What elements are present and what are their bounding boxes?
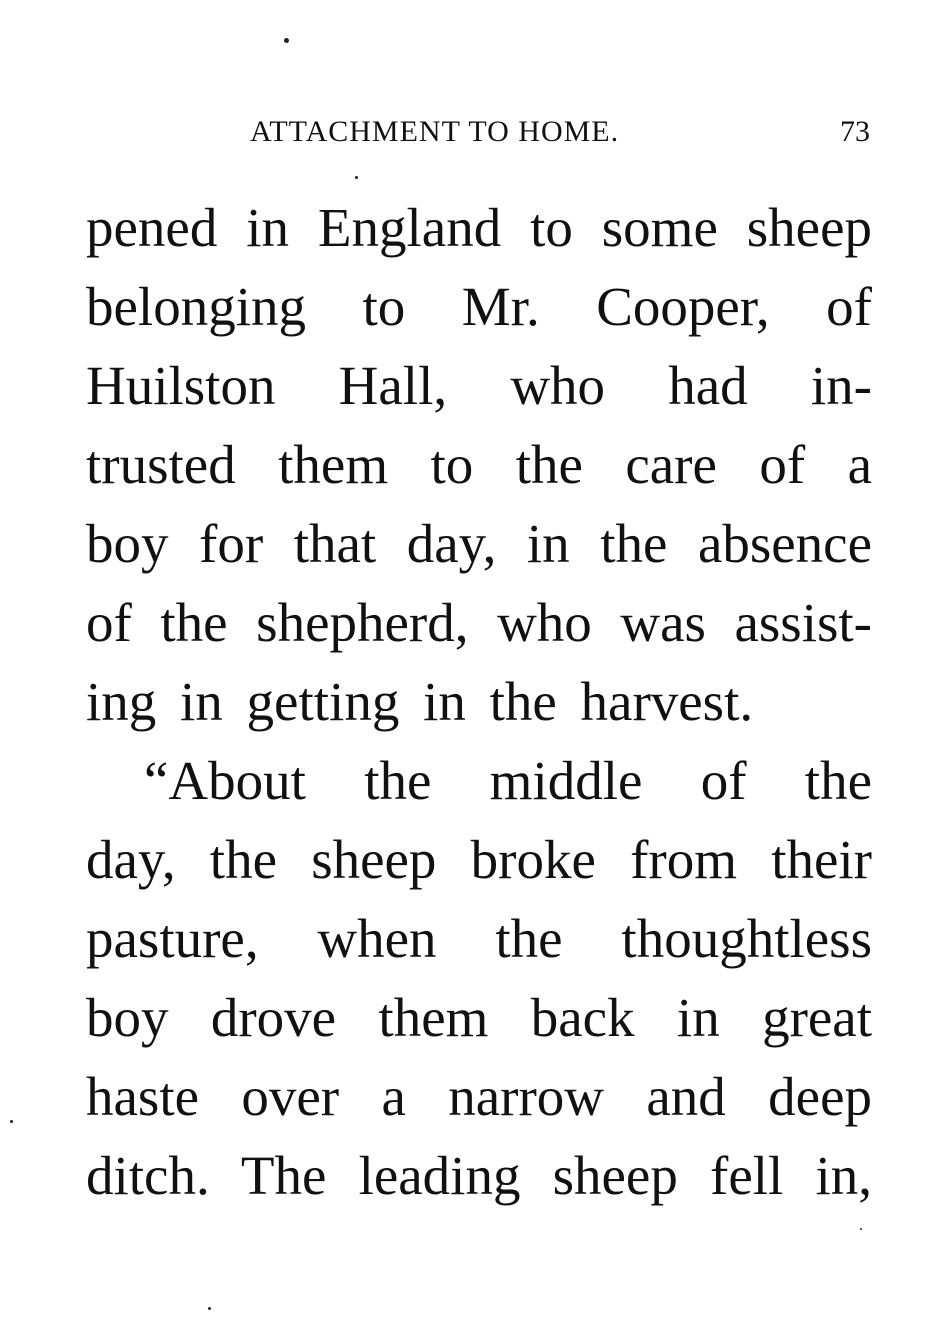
text-line: ing in getting in the harvest. (86, 671, 754, 732)
text-line: ditch. The leading sheep fell in, (86, 1145, 872, 1206)
text-line: of the shepherd, who was assist- (86, 592, 872, 653)
ink-speck (284, 38, 289, 43)
text-line: “About the middle of the (144, 750, 872, 811)
ink-speck (860, 1228, 862, 1230)
text-line: Huilston Hall, who had in- (86, 355, 872, 416)
ink-speck (355, 176, 358, 179)
body-text (86, 188, 872, 1215)
text-line: haste over a narrow and deep (86, 1066, 872, 1127)
text-line: belonging to Mr. Cooper, of (86, 276, 872, 337)
page-header (0, 112, 946, 152)
text-line: trusted them to the care of a (86, 434, 872, 495)
ink-speck (10, 1120, 13, 1123)
text-line: pasture, when the thoughtless (86, 908, 872, 969)
text-line: boy for that day, in the absence (86, 513, 872, 574)
ink-speck (208, 1307, 211, 1310)
text-line: pened in England to some sheep (86, 197, 872, 258)
text-line: boy drove them back in great (86, 987, 872, 1048)
text-line: day, the sheep broke from their (86, 829, 872, 890)
page-number: 73 (840, 115, 870, 148)
running-title: ATTACHMENT TO HOME. (250, 115, 620, 148)
